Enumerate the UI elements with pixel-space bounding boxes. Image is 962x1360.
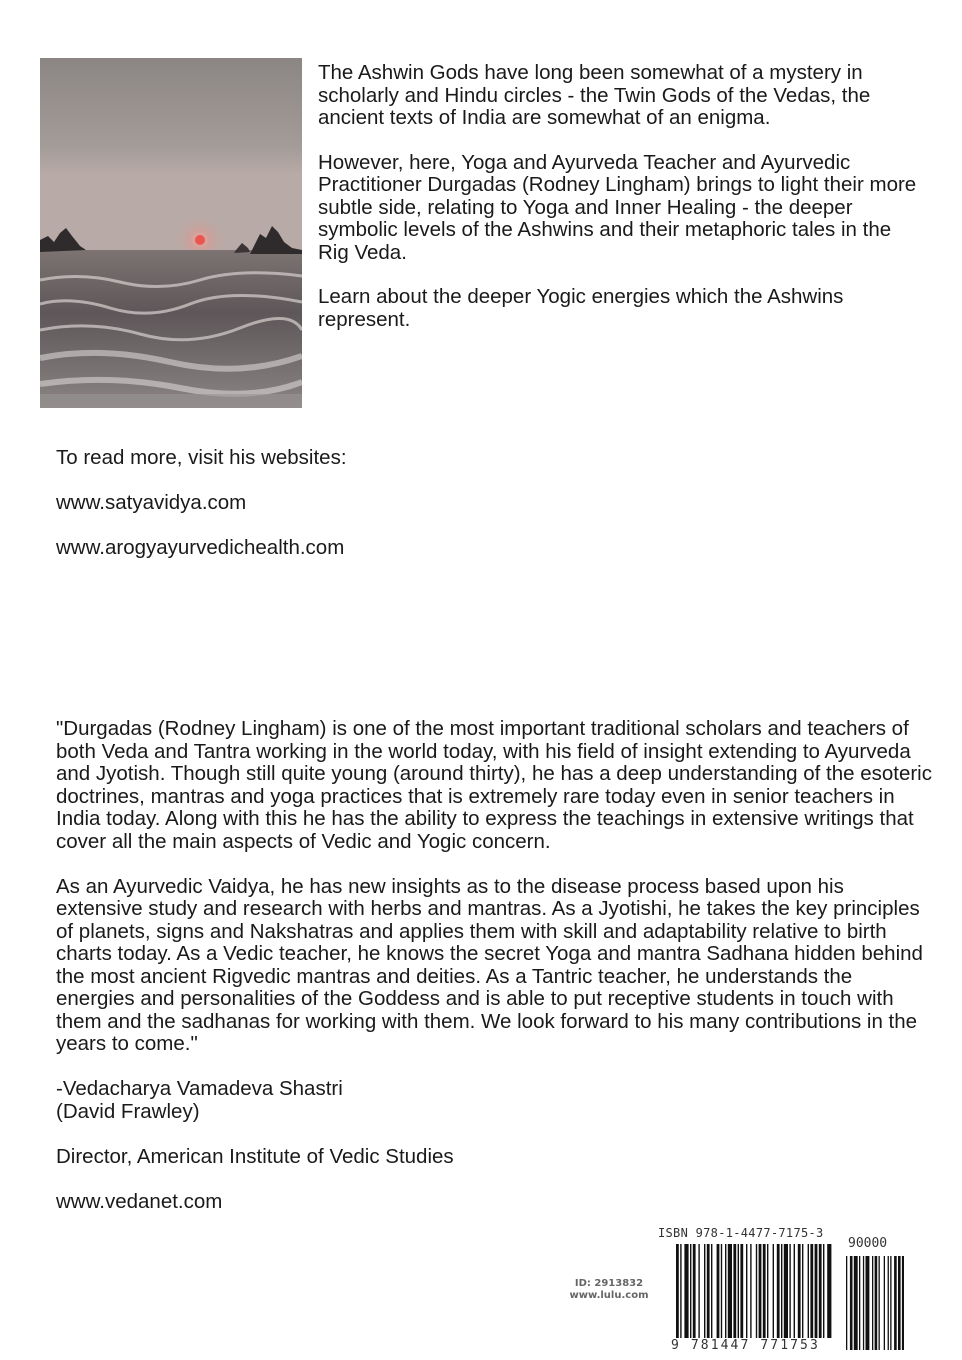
intro-paragraph-1: The Ashwin Gods have long been somewhat of a mystery in scholarly and Hindu circles - the Twin Gods of the Vedas, the ancient texts of India are somewhat of an enigma.: [318, 61, 871, 129]
barcode-bars: [674, 1244, 904, 1352]
website-link-arogya[interactable]: www.arogyayurvedichealth.com: [56, 536, 345, 559]
cover-photo-sunset-sea: [40, 58, 302, 408]
attribution-alias: (David Frawley): [56, 1099, 200, 1123]
attribution-name: -Vedacharya Vamadeva Shastri: [56, 1077, 343, 1100]
intro-text: [318, 62, 918, 353]
lulu-id: ID: 2913832: [574, 1278, 644, 1289]
vedanet-link[interactable]: www.vedanet.com: [56, 1189, 223, 1213]
lulu-id-label: [560, 1278, 658, 1302]
intro-paragraph-2: However, here, Yoga and Ayurveda Teacher and Ayurvedic Practitioner Durgadas (Rodney Lingham) brings to light their more subtle side, relating to Yoga and Inner Healing - the deeper symbolic levels of the Ashwins and their metaphoric tales in the Rig Veda.: [318, 150, 917, 264]
quote-paragraph-2: As an Ayurvedic Vaidya, he has new insights as to the disease process based upon his extensive study and research with herbs and mantras. As a Jyotishi, he takes the key principles of planets, signs and Nakshatras and applies them with skill and adaptability relative to birth charts today. As a Vedic teacher, he knows the secret Yoga and mantra Sadhana hidden behind the most ancient Rigvedic mantras and deities. As a Tantric teacher, he understands the energies and personalities of the Goddess and is able to put receptive students in touch with them and the sadhanas for working with them. We look forward to his many contributions in the years to come.": [56, 874, 923, 1055]
attribution-title: Director, American Institute of Vedic Studies: [56, 1144, 454, 1168]
price-addon-number: 90000: [848, 1236, 888, 1251]
ean-number: 9 781447 771753: [671, 1338, 820, 1353]
endorsement-quote: [56, 718, 936, 1236]
quote-attribution: [56, 1078, 936, 1123]
website-link-satyavidya[interactable]: www.satyavidya.com: [56, 491, 247, 514]
lulu-site: www.lulu.com: [569, 1290, 649, 1301]
quote-paragraph-1: "Durgadas (Rodney Lingham) is one of the most important traditional scholars and teachers of both Veda and Tantra working in the world today, with his field of insight extending to Ayurveda and Jyotish. Though still quite young (around thirty), he has a deep understanding of the esoteric doctrines, mantras and yoga practices that is extremely rare today even in senior teachers in India today. Along with this he has the ability to express the teachings in extensive writings that cover all the main aspects of Vedic and Yogic concern.: [56, 717, 932, 853]
websites-section: [56, 447, 756, 582]
isbn-number: ISBN 978-1-4477-7175-3: [658, 1226, 824, 1240]
websites-heading: To read more, visit his websites:: [56, 446, 347, 469]
intro-paragraph-3: Learn about the deeper Yogic energies which the Ashwins represent.: [318, 285, 844, 331]
isbn-barcode: [652, 1222, 908, 1360]
